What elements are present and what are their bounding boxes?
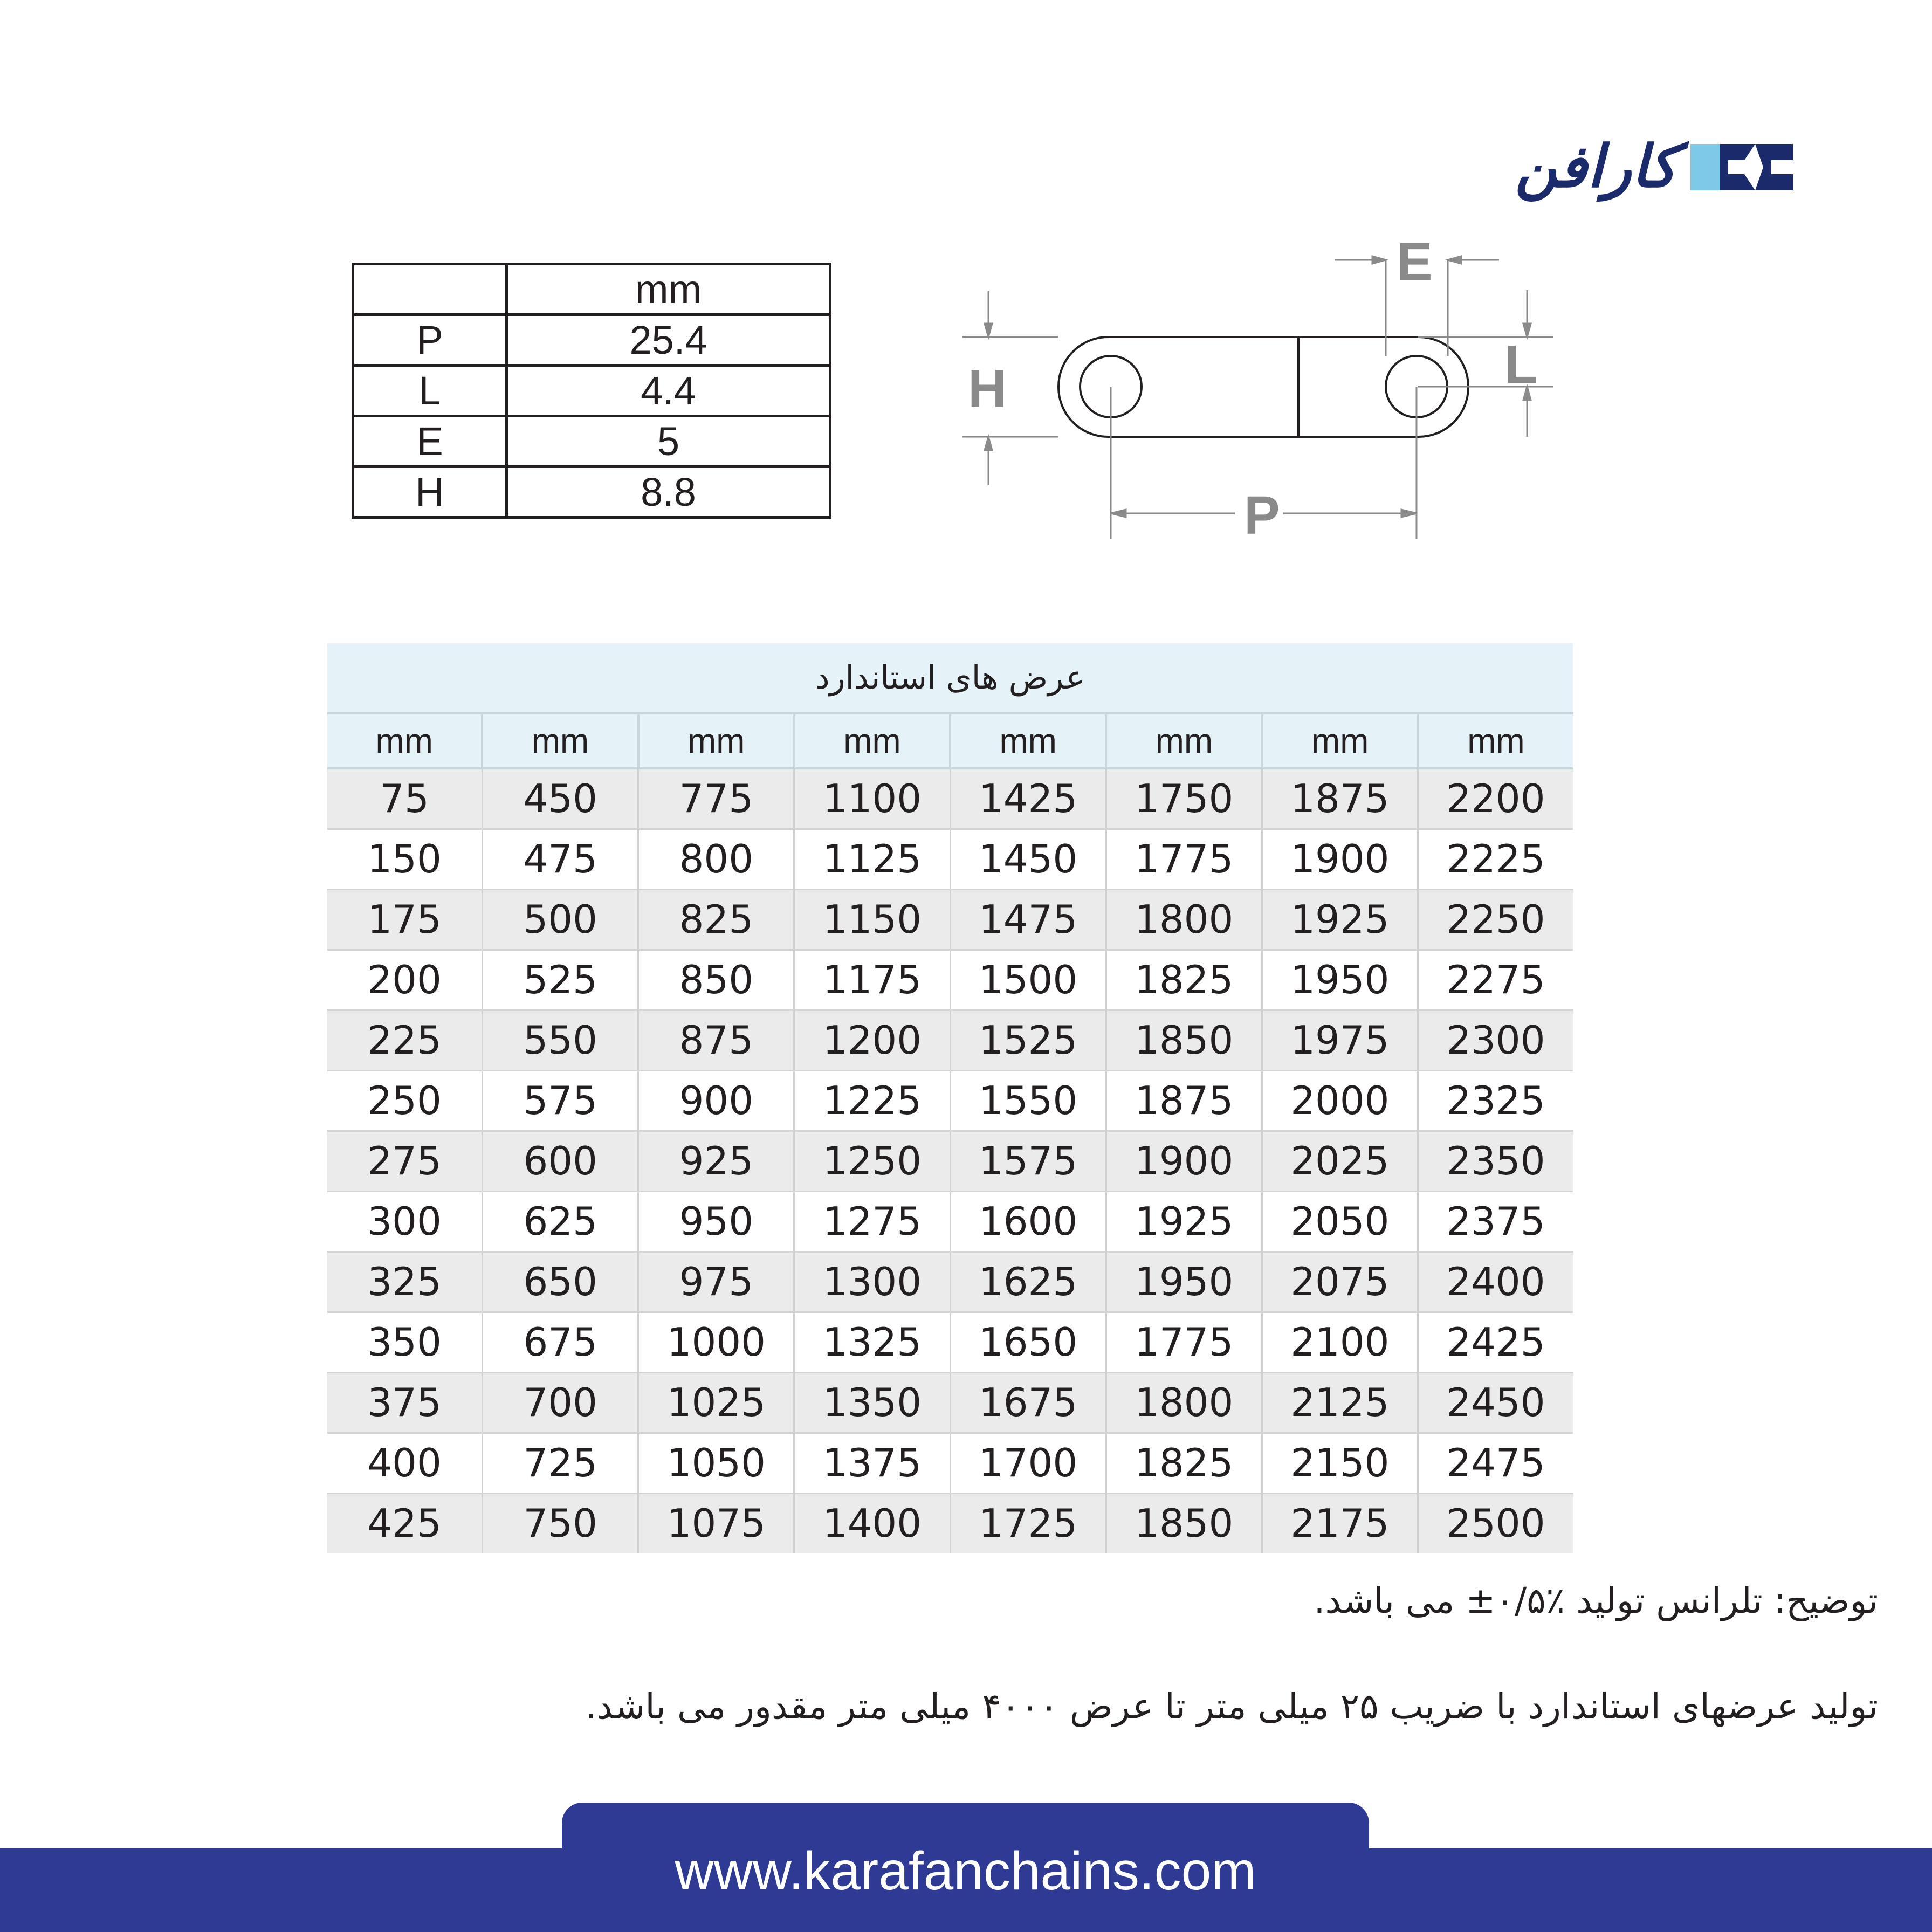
dimension-key: E — [353, 416, 507, 467]
width-cell: 2050 — [1261, 1192, 1417, 1251]
width-cell: 475 — [482, 830, 637, 889]
table-row — [327, 1132, 1573, 1192]
width-cell: 450 — [482, 769, 637, 828]
width-cell: 2325 — [1417, 1071, 1573, 1130]
unit-header: mm — [1105, 714, 1261, 767]
width-cell: 1025 — [637, 1373, 793, 1432]
width-cell: 2200 — [1417, 769, 1573, 828]
dimension-row — [353, 467, 830, 518]
unit-header: mm — [637, 714, 793, 767]
width-cell: 2175 — [1261, 1494, 1417, 1553]
width-cell: 1225 — [793, 1071, 949, 1130]
dimension-key: H — [353, 467, 507, 518]
unit-header: mm — [481, 714, 637, 767]
width-cell: 2100 — [1261, 1313, 1417, 1372]
dimension-key: L — [353, 366, 507, 416]
width-cell: 1650 — [950, 1313, 1105, 1372]
dimension-header-row — [353, 264, 830, 315]
width-cell: 1275 — [793, 1192, 949, 1251]
dimension-key: P — [353, 315, 507, 366]
width-cell: 1500 — [950, 951, 1105, 1009]
table-row — [327, 951, 1573, 1011]
dimension-value: 8.8 — [507, 467, 830, 518]
chain-link-diagram — [949, 226, 1564, 550]
width-cell: 350 — [367, 1319, 442, 1365]
width-cell: 1975 — [1261, 1011, 1417, 1070]
width-cell: 1950 — [1261, 951, 1417, 1009]
table-row — [327, 1192, 1573, 1253]
width-cell: 1550 — [950, 1071, 1105, 1130]
width-cell: 1250 — [793, 1132, 949, 1191]
table-row — [327, 1011, 1573, 1071]
width-cell: 1475 — [950, 890, 1105, 949]
width-cell: 175 — [367, 897, 442, 942]
width-cell: 1850 — [1105, 1494, 1261, 1553]
width-cell: 675 — [482, 1313, 637, 1372]
tolerance-note: توضیح: تلرانس تولید ٪۰/۵± می باشد. — [1314, 1580, 1878, 1621]
width-cell: 925 — [637, 1132, 793, 1191]
width-cell: 1725 — [950, 1494, 1105, 1553]
width-cell: 375 — [367, 1380, 442, 1425]
table-row — [327, 890, 1573, 951]
width-cell: 1075 — [637, 1494, 793, 1553]
width-cell: 1450 — [950, 830, 1105, 889]
width-cell: 2000 — [1261, 1071, 1417, 1130]
width-cell: 1825 — [1105, 1434, 1261, 1493]
table-row — [327, 1253, 1573, 1313]
width-cell: 850 — [637, 951, 793, 1009]
width-cell: 1800 — [1105, 890, 1261, 949]
dimension-table — [352, 263, 831, 519]
brand-logo — [1467, 133, 1790, 201]
width-cell: 750 — [482, 1494, 637, 1553]
width-cell: 1300 — [793, 1253, 949, 1311]
width-cell: 1625 — [950, 1253, 1105, 1311]
width-cell: 1925 — [1105, 1192, 1261, 1251]
width-cell: 1800 — [1105, 1373, 1261, 1432]
width-cell: 950 — [637, 1192, 793, 1251]
width-cell: 975 — [637, 1253, 793, 1311]
width-cell: 875 — [637, 1011, 793, 1070]
width-cell: 1050 — [637, 1434, 793, 1493]
width-cell: 2275 — [1417, 951, 1573, 1009]
table-row — [327, 830, 1573, 890]
diagram-label-l: L — [1504, 334, 1538, 395]
width-cell: 1925 — [1261, 890, 1417, 949]
width-cell: 1325 — [793, 1313, 949, 1372]
width-cell: 1575 — [950, 1132, 1105, 1191]
width-cell: 1825 — [1105, 951, 1261, 1009]
width-cell: 700 — [482, 1373, 637, 1432]
width-cell: 1850 — [1105, 1011, 1261, 1070]
table-row — [327, 769, 1573, 830]
width-cell: 1900 — [1105, 1132, 1261, 1191]
width-cell: 825 — [637, 890, 793, 949]
width-cell: 1900 — [1261, 830, 1417, 889]
width-cell: 250 — [367, 1078, 442, 1123]
width-cell: 150 — [367, 836, 442, 882]
units-header-row — [327, 712, 1573, 769]
width-cell: 225 — [367, 1017, 442, 1063]
width-cell: 500 — [482, 890, 637, 949]
width-cell: 2500 — [1417, 1494, 1573, 1553]
width-cell: 1175 — [793, 951, 949, 1009]
production-note: تولید عرضهای استاندارد با ضریب ۲۵ میلی متر تا عرض ۴۰۰۰ میلی متر مقدور می باشد. — [585, 1686, 1878, 1727]
width-cell: 2400 — [1417, 1253, 1573, 1311]
width-cell: 1425 — [950, 769, 1105, 828]
width-cell: 1600 — [950, 1192, 1105, 1251]
width-cell: 1875 — [1105, 1071, 1261, 1130]
dimension-value: 25.4 — [507, 315, 830, 366]
width-cell: 900 — [637, 1071, 793, 1130]
width-cell: 725 — [482, 1434, 637, 1493]
table-row — [327, 1373, 1573, 1434]
width-cell: 625 — [482, 1192, 637, 1251]
width-cell: 2300 — [1417, 1011, 1573, 1070]
width-cell: 1125 — [793, 830, 949, 889]
width-cell: 300 — [367, 1199, 442, 1244]
dimension-header-key — [353, 264, 507, 315]
width-cell: 75 — [380, 776, 429, 821]
width-cell: 525 — [482, 951, 637, 1009]
dimension-row — [353, 366, 830, 416]
unit-header: mm — [949, 714, 1105, 767]
brand-name: کارافن — [1515, 133, 1677, 201]
width-cell: 1875 — [1261, 769, 1417, 828]
width-cell: 1700 — [950, 1434, 1105, 1493]
width-cell: 2450 — [1417, 1373, 1573, 1432]
dimension-value: 4.4 — [507, 366, 830, 416]
table-row — [327, 1313, 1573, 1373]
width-cell: 2350 — [1417, 1132, 1573, 1191]
width-cell: 2375 — [1417, 1192, 1573, 1251]
table-row — [327, 1071, 1573, 1132]
width-cell: 650 — [482, 1253, 637, 1311]
table-row — [327, 1434, 1573, 1494]
unit-header: mm — [1261, 714, 1417, 767]
width-cell: 1375 — [793, 1434, 949, 1493]
width-cell: 1525 — [950, 1011, 1105, 1070]
width-cell: 2150 — [1261, 1434, 1417, 1493]
unit-header: mm — [793, 714, 949, 767]
dimension-value: 5 — [507, 416, 830, 467]
width-cell: 775 — [637, 769, 793, 828]
width-cell: 1675 — [950, 1373, 1105, 1432]
width-cell: 1350 — [793, 1373, 949, 1432]
width-cell: 1775 — [1105, 830, 1261, 889]
brand-mark-icon — [1690, 144, 1793, 190]
width-cell: 550 — [482, 1011, 637, 1070]
unit-header: mm — [375, 721, 433, 760]
diagram-label-p: P — [1244, 485, 1280, 546]
width-cell: 2250 — [1417, 890, 1573, 949]
table-row — [327, 1494, 1573, 1553]
dimension-row — [353, 416, 830, 467]
dimension-header-unit: mm — [507, 264, 830, 315]
width-cell: 2475 — [1417, 1434, 1573, 1493]
width-cell: 2125 — [1261, 1373, 1417, 1432]
width-cell: 1100 — [793, 769, 949, 828]
width-cell: 800 — [637, 830, 793, 889]
standard-widths-body — [327, 769, 1573, 1553]
width-cell: 1950 — [1105, 1253, 1261, 1311]
width-cell: 275 — [367, 1138, 442, 1184]
width-cell: 425 — [367, 1501, 442, 1546]
width-cell: 1000 — [637, 1313, 793, 1372]
website-link[interactable]: www.karafanchains.com — [675, 1841, 1256, 1901]
dimension-row — [353, 315, 830, 366]
width-cell: 2225 — [1417, 830, 1573, 889]
width-cell: 1775 — [1105, 1313, 1261, 1372]
width-cell: 575 — [482, 1071, 637, 1130]
width-cell: 1400 — [793, 1494, 949, 1553]
standard-widths-table — [327, 643, 1573, 1546]
width-cell: 325 — [367, 1259, 442, 1304]
width-cell: 2025 — [1261, 1132, 1417, 1191]
standard-widths-title: عرض های استاندارد — [327, 643, 1573, 712]
width-cell: 400 — [367, 1440, 442, 1486]
width-cell: 1200 — [793, 1011, 949, 1070]
width-cell: 2425 — [1417, 1313, 1573, 1372]
unit-header: mm — [1417, 714, 1573, 767]
width-cell: 600 — [482, 1132, 637, 1191]
diagram-label-e: E — [1397, 232, 1433, 292]
width-cell: 1750 — [1105, 769, 1261, 828]
width-cell: 200 — [367, 957, 442, 1002]
width-cell: 1150 — [793, 890, 949, 949]
diagram-label-h: H — [968, 359, 1007, 419]
width-cell: 2075 — [1261, 1253, 1417, 1311]
